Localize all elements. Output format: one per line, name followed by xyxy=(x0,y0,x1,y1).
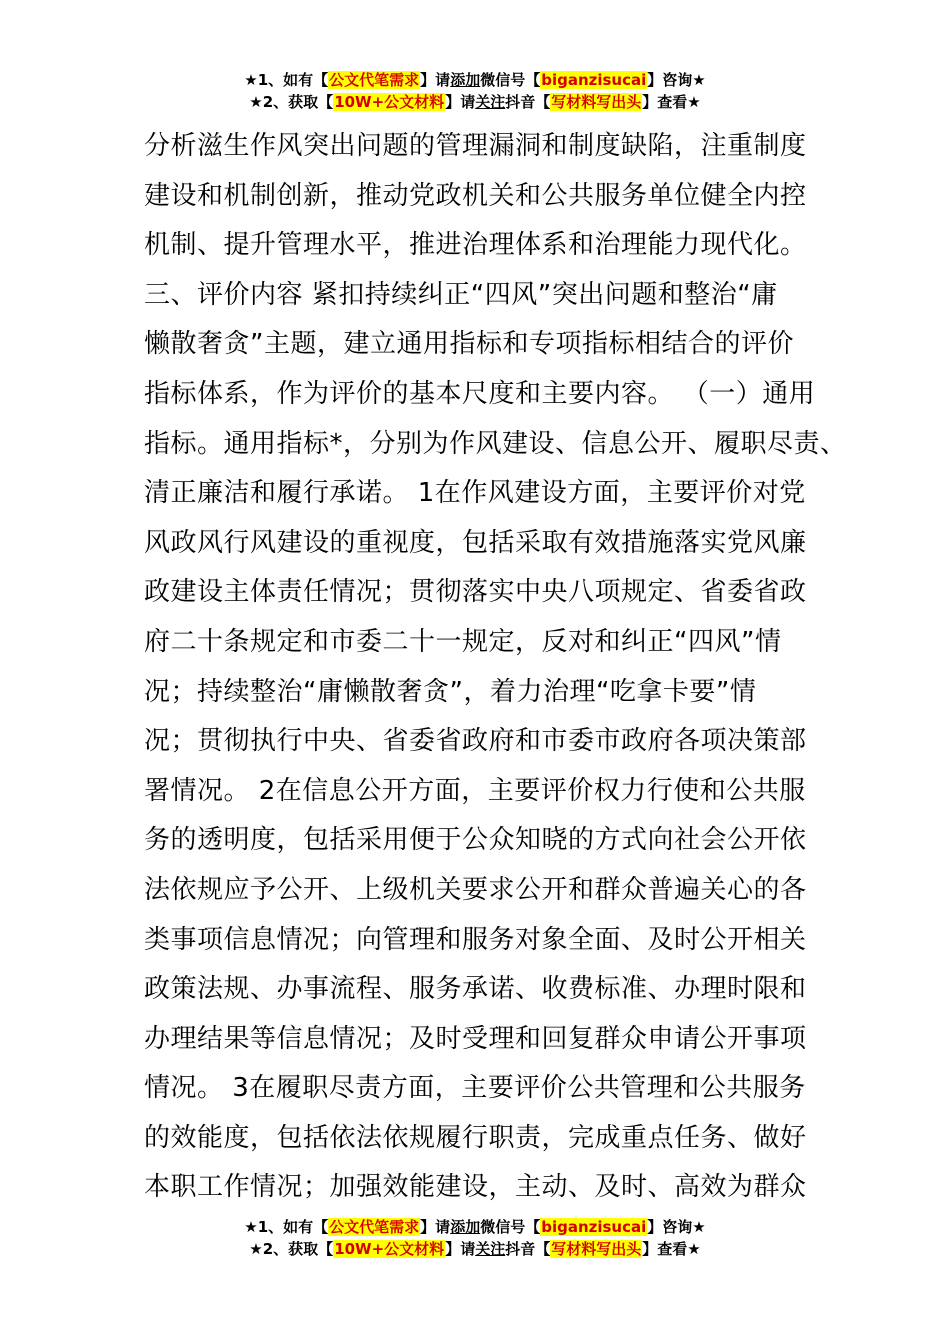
body-line: 风政风行风建设的重视度，包括采取有效措施落实党风廉 xyxy=(144,527,807,558)
body-line: 府二十条规定和市委二十一规定，反对和纠正“四风”情 xyxy=(144,626,782,657)
body-line: 法依规应予公开、上级机关要求公开和群众普遍关心的各 xyxy=(144,874,807,905)
banner-line-2 xyxy=(0,1239,950,1261)
banner-emphasis: 添加 xyxy=(450,71,481,89)
header-banner xyxy=(0,70,950,114)
body-line: 署情况。 2在信息公开方面，主要评价权力行使和公共服 xyxy=(144,775,806,806)
banner-line-1 xyxy=(0,1217,950,1239)
banner-text: 】请 xyxy=(420,1218,451,1236)
body-line: 办理结果等信息情况；及时受理和回复群众申请公开事项 xyxy=(144,1023,807,1054)
body-line: 政建设主体责任情况；贯彻落实中央八项规定、省委省政 xyxy=(144,577,807,608)
banner-text: 】请 xyxy=(420,71,451,89)
body-line: 清正廉洁和履行承诺。 1在作风建设方面，主要评价对党 xyxy=(144,478,806,509)
highlight-wechat-id: biganzisucai xyxy=(541,1218,647,1236)
body-line: 的效能度，包括依法依规履行职责，完成重点任务、做好 xyxy=(144,1122,807,1153)
body-line: 指标。通用指标*，分别为作风建设、信息公开、履职尽责、 xyxy=(144,428,847,459)
document-body xyxy=(144,122,847,1213)
highlight-douyin: 写材料写出头 xyxy=(551,93,642,111)
body-line: 况；贯彻执行中央、省委省政府和市委市政府各项决策部 xyxy=(144,726,807,757)
body-line: 况；持续整治“庸懒散奢贪”，着力治理“吃拿卡要”情 xyxy=(144,676,757,707)
highlight-wechat-id: biganzisucai xyxy=(541,71,647,89)
body-line: 建设和机制创新，推动党政机关和公共服务单位健全内控 xyxy=(144,180,807,211)
body-line: 分析滋生作风突出问题的管理漏洞和制度缺陷，注重制度 xyxy=(144,131,807,161)
highlight-materials: 10W+公文材料 xyxy=(334,93,445,111)
body-line: 指标体系，作为评价的基本尺度和主要内容。 （一）通用 xyxy=(144,378,816,409)
banner-text: ★1、如有【 xyxy=(244,71,329,89)
highlight-ghostwriting: 公文代笔需求 xyxy=(329,1218,420,1236)
banner-text: ★1、如有【 xyxy=(244,1218,329,1236)
highlight-materials: 10W+公文材料 xyxy=(334,1240,445,1258)
banner-emphasis: 关注 xyxy=(475,1240,506,1258)
banner-text: ★2、获取【 xyxy=(249,93,334,111)
banner-text: 】咨询★ xyxy=(647,1218,706,1236)
banner-text: 微信号【 xyxy=(480,71,541,89)
banner-text: 】咨询★ xyxy=(647,71,706,89)
banner-text: 】查看★ xyxy=(642,93,701,111)
body-line: 懒散奢贪”主题，建立通用指标和专项指标相结合的评价 xyxy=(144,329,794,360)
footer-banner xyxy=(0,1217,950,1261)
body-line: 机制、提升管理水平，推进治理体系和治理能力现代化。 xyxy=(144,230,807,261)
body-line: 类事项信息情况；向管理和服务对象全面、及时公开相关 xyxy=(144,924,807,955)
banner-text: 】请 xyxy=(445,1240,476,1258)
body-line: 本职工作情况；加强效能建设，主动、及时、高效为群众 xyxy=(144,1172,807,1203)
highlight-ghostwriting: 公文代笔需求 xyxy=(329,71,420,89)
banner-emphasis: 关注 xyxy=(475,93,506,111)
body-line: 情况。 3在履职尽责方面，主要评价公共管理和公共服务 xyxy=(144,1073,806,1104)
highlight-douyin: 写材料写出头 xyxy=(551,1240,642,1258)
banner-line-2 xyxy=(0,92,950,114)
banner-text: ★2、获取【 xyxy=(249,1240,334,1258)
banner-text: 微信号【 xyxy=(480,1218,541,1236)
section-heading-line: 三、评价内容 紧扣持续纠正“四风”突出问题和整治“庸 xyxy=(144,279,778,310)
banner-text: 】查看★ xyxy=(642,1240,701,1258)
banner-line-1 xyxy=(0,70,950,92)
body-line: 务的透明度，包括采用便于公众知晓的方式向社会公开依 xyxy=(144,825,807,856)
body-line: 政策法规、办事流程、服务承诺、收费标准、办理时限和 xyxy=(144,974,807,1005)
banner-text: 抖音【 xyxy=(505,1240,551,1258)
banner-emphasis: 添加 xyxy=(450,1218,481,1236)
banner-text: 】请 xyxy=(445,93,476,111)
banner-text: 抖音【 xyxy=(505,93,551,111)
